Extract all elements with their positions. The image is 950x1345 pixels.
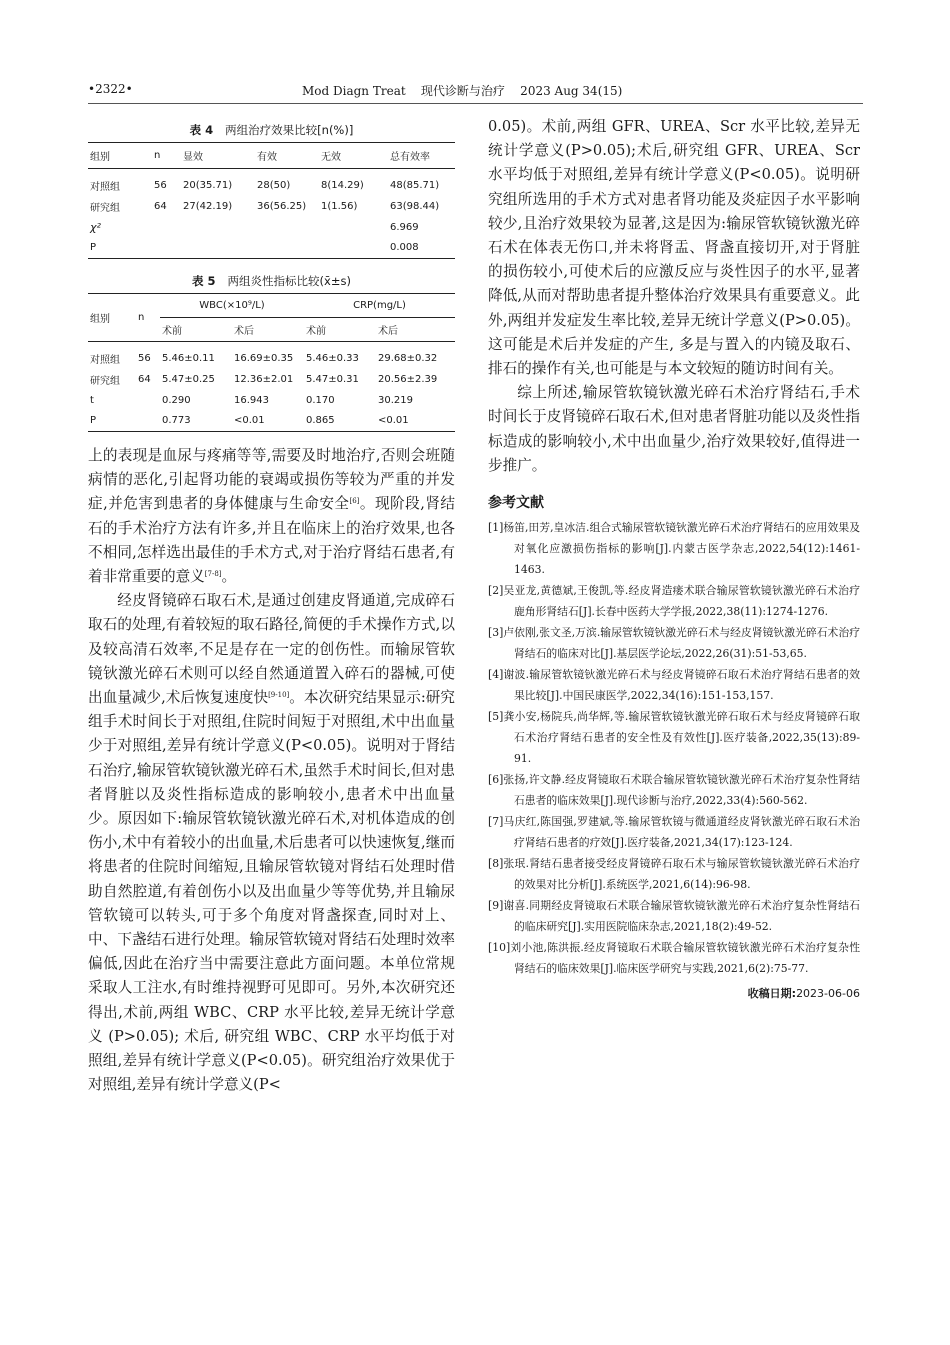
table-cell: 56 (138, 352, 151, 364)
table-cell (255, 238, 319, 259)
table-cell: 48(85.71) (390, 179, 440, 191)
table-header-row (88, 294, 455, 318)
text-run: 。本次研究结果显示:研究组手术时间长于对照组,住院时间短于对照组,术中出血量少于对照组,差异有统计学意义(P<0.05)。说明对于肾结石治疗,输尿管软镜钬激光碎石术,虽然手术时间长,但对患者肾脏以及炎性指标造成的影响较小,患者术中出血量少。原因如下:输尿管软镜钬激光碎石术,对机体造成的创伤小,术中有着较小的出血量,术后患者可以快速恢复,继而将患者的住院时间缩短,且输尿管软镜对肾结石处理时借助自然腔道,有着创伤小以及出血量少等等优势,并且输尿管软镜可以转头,可于多个角度对肾盏探查,同时对上、中、下盏结石进行处理。输尿管软镜对肾结石处理时效率偏低,因此在治疗当中需要注意此方面问题。本单位常规采取人工注水,有时维持视野可见即可。另外,本次研究还得出,术前,两组 WBC、CRP 水平比较,差异无统计学意义 (P>0.05); 术后, 研究组 WBC、CRP 水平均低于对照组,差异有统计学意义(P<0.05)。研究组治疗效果优于对照组,差异有统计学意义(P< (88, 689, 456, 1094)
table-cell: 56 (154, 179, 167, 191)
table-cell: 研究组 (90, 375, 120, 387)
table-cell (152, 217, 181, 238)
table-cell (319, 217, 388, 238)
table-cell: 5.47±0.31 (306, 373, 359, 385)
reference-item: [8]张珉.肾结石患者接受经皮肾镜碎石取石术与输尿管软镜钬激光碎石术治疗的效果对比分析[J].系统医学,2021,6(14):96-98. (488, 857, 860, 892)
table-cell: <0.01 (376, 411, 455, 432)
table-header-row (88, 143, 455, 169)
table-cell: 0.008 (388, 238, 455, 259)
table-cell: P (88, 411, 136, 432)
table-cell: 对照组 (90, 354, 120, 366)
table-cell (181, 238, 255, 259)
table-cell: 64 (138, 373, 151, 385)
table-cell: 1(1.56) (321, 200, 358, 212)
left-body-text (88, 444, 455, 1097)
paragraph: 0.05)。术前,两组 GFR、UREA、Scr 水平比较,差异无统计学意义(P>0.05);术后,研究组 GFR、UREA、Scr 水平均低于对照组,差异有统计学意义(P<0.05)。说明研究组所选用的手术方式对患者肾功能及炎症因子水平影响较少,且治疗效果较为显著,这是因为:输尿管软镜钬激光碎石术在体表无伤口,并未将肾盂、肾盏直接切开,对于肾脏的损伤较小,可使术后的应激反应与炎性因子的水平,显著降低,从而对帮助患者提升整体治疗效果具有重要意义。此外,两组并发症发生率比较,差异无统计学意义(P>0.05)。这可能是术后并发症的产生, 多是与置入的内镜及取石、排石的操作有关,也可能是与本文较短的随访时间有关。 (488, 118, 860, 378)
table-cell: 30.219 (378, 394, 413, 406)
table-header-cell: 术后 (376, 318, 455, 342)
reference-item: [5]龚小安,杨院兵,尚华辉,等.输尿管软镜钬激光碎石取石术与经皮肾镜碎石取石术治疗肾结石患者的安全性及有效性[J].医疗装备,2022,35(13):89-91. (488, 710, 860, 766)
table-header-cell: 显效 (181, 143, 255, 169)
citation: [6] (349, 497, 360, 506)
table-cell: 12.36±2.01 (234, 373, 294, 385)
table-cell: 5.46±0.33 (306, 352, 359, 364)
citation: [9-10] (268, 691, 290, 700)
table-cell: 36(56.25) (257, 200, 307, 212)
table-row (88, 348, 455, 369)
table-header-cell: CRP(mg/L) (304, 294, 455, 318)
table-cell: χ² (90, 220, 101, 234)
reference-item: [10]刘小池,陈洪振.经皮肾镜取石术联合输尿管软镜钬激光碎石术治疗复杂性肾结石的临床效果[J].临床医学研究与实践,2021,6(2):75-77. (488, 941, 860, 976)
table-cell: 8(14.29) (321, 179, 364, 191)
table-cell: P (88, 238, 152, 259)
received-value: 2023-06-06 (796, 987, 860, 1001)
text-run: 上的表现是血尿与疼痛等等,需要及时地治疗,否则会班随病情的恶化,引起肾功能的衰竭或损伤等较为严重的并发症,并危害到患者的身体健康与生命安全 (88, 447, 455, 513)
right-column (488, 115, 860, 1001)
table4-title: 两组治疗效果比较[n(%)] (225, 123, 354, 137)
table-row (88, 369, 455, 390)
received-label: 收稿日期: (747, 987, 797, 1001)
table-cell (181, 217, 255, 238)
right-body-text (488, 115, 860, 478)
reference-item: [7]马庆红,陈国强,罗建斌,等.输尿管软镜与微通道经皮肾钬激光碎石取石术治疗肾结石患者的疗效[J].医疗装备,2021,34(17):123-124. (488, 815, 860, 850)
reference-item: [9]谢喜.同期经皮肾镜取石术联合输尿管软镜钬激光碎石术治疗复杂性肾结石的临床研究[J].实用医院临床杂志,2021,18(2):49-52. (488, 899, 860, 934)
table-row (88, 390, 455, 411)
table-header-cell: n (136, 294, 160, 342)
table-cell: 63(98.44) (390, 200, 440, 212)
reference-item: [2]吴亚龙,黄德斌,王俊凯,等.经皮肾造瘘术联合输尿管软镜钬激光碎石术治疗鹿角形肾结石[J].长春中医药大学学报,2022,38(11):1274-1276. (488, 584, 860, 619)
table-cell (136, 411, 160, 432)
table-cell: <0.01 (232, 411, 304, 432)
table5-number: 表 5 (192, 274, 216, 288)
table-cell: 6.969 (390, 221, 419, 233)
table-cell (152, 238, 181, 259)
table-row (88, 238, 455, 259)
paragraph (88, 589, 455, 1097)
table4-caption (88, 122, 455, 138)
table5 (88, 293, 455, 432)
table-cell: 29.68±0.32 (378, 352, 438, 364)
table-row (88, 411, 455, 432)
table-cell: 0.865 (304, 411, 376, 432)
table-cell: 27(42.19) (183, 200, 233, 212)
table-cell: t (90, 394, 94, 406)
paragraph: 综上所述,输尿管软镜钬激光碎石术治疗肾结石,手术时间长于皮肾镜碎石取石术,但对患者肾脏功能以及炎性指标造成的影响较小,术中出血量少,治疗效果较好,值得进一步推广。 (488, 384, 860, 474)
table-header-cell: 组别 (88, 143, 152, 169)
text-run: 。 (221, 568, 237, 586)
text-run: 。现阶段,肾结石的手术治疗方法有许多,并且在临床上的治疗效果,也各不相同,怎样选出最佳的手术方式,对于治疗肾结石患者,有着非常重要的意义 (88, 495, 456, 586)
table-row (88, 175, 455, 196)
table-header-cell: 术前 (160, 318, 232, 342)
header-rule (88, 103, 863, 104)
reference-list (488, 517, 860, 979)
table-cell (255, 217, 319, 238)
table-row (88, 217, 455, 238)
reference-item: [6]张扬,许文静.经皮肾镜取石术联合输尿管软镜钬激光碎石术治疗复杂性肾结石患者的临床效果[J].现代诊断与治疗,2022,33(4):560-562. (488, 773, 860, 808)
table-cell: 0.773 (160, 411, 232, 432)
reference-item: [3]卢依刚,张文圣,万滨.输尿管软镜钬激光碎石术与经皮肾镜钬激光碎石术治疗肾结石的临床对比[J].基层医学论坛,2022,26(31):51-53,65. (488, 626, 860, 661)
reference-item: [1]杨笛,田芳,皇冰洁.组合式输尿管软镜钬激光碎石术治疗肾结石的应用效果及对氧化应激损伤指标的影响[J].内蒙古医学杂志,2022,54(12):1461-1463. (488, 521, 860, 577)
text-run: 经皮肾镜碎石取石术,是通过创建皮肾通道,完成碎石取石的处理,有着较短的取石路径,简便的手术操作方式,以及较高清石效率,不足是存在一定的创伤性。而输尿管软镜钬激光碎石术则可以经自然通道置入碎石的器械,可使出血量减少,术后恢复速度快 (88, 592, 455, 707)
table-cell: 16.943 (234, 394, 269, 406)
table5-caption (88, 273, 455, 289)
table-cell (136, 390, 160, 411)
reference-item: [4]谢波.输尿管软镜钬激光碎石术与经皮肾镜碎石取石术治疗肾结石患者的效果比较[J].中国民康医学,2022,34(16):151-153,157. (488, 668, 860, 703)
received-date (488, 985, 860, 1001)
table4 (88, 142, 455, 259)
table-cell: 64 (154, 200, 167, 212)
table-header-cell: 术后 (232, 318, 304, 342)
table-cell: 20.56±2.39 (378, 373, 438, 385)
table5-title: 两组炎性指标比较(x̄±s) (227, 274, 351, 288)
table-header-cell: 组别 (88, 294, 136, 342)
table-cell: 5.47±0.25 (162, 373, 215, 385)
left-column (88, 115, 455, 1097)
table4-number: 表 4 (189, 123, 214, 137)
table-cell: 0.290 (162, 394, 191, 406)
citation: [7-8] (204, 570, 222, 579)
table-cell: 研究组 (90, 202, 120, 214)
references-title: 参考文献 (488, 495, 544, 512)
table-header-cell: n (152, 143, 181, 169)
table-header-cell: 无效 (319, 143, 388, 169)
page-number: •2322• (88, 82, 133, 96)
table-cell: 28(50) (257, 179, 291, 191)
table-cell: 0.170 (306, 394, 335, 406)
table-header-cell: 有效 (255, 143, 319, 169)
table-cell: 对照组 (90, 181, 120, 193)
table-header-cell: 术前 (304, 318, 376, 342)
table-header-cell: WBC(×10⁹/L) (160, 294, 304, 318)
table-header-cell: 总有效率 (388, 143, 455, 169)
table-cell (319, 238, 388, 259)
journal-header: Mod Diagn Treat 现代诊断与治疗 2023 Aug 34(15) (302, 84, 623, 98)
table-cell: 16.69±0.35 (234, 352, 294, 364)
table-row (88, 196, 455, 217)
table-cell: 5.46±0.11 (162, 352, 215, 364)
paragraph (88, 444, 455, 589)
table-cell: 20(35.71) (183, 179, 233, 191)
